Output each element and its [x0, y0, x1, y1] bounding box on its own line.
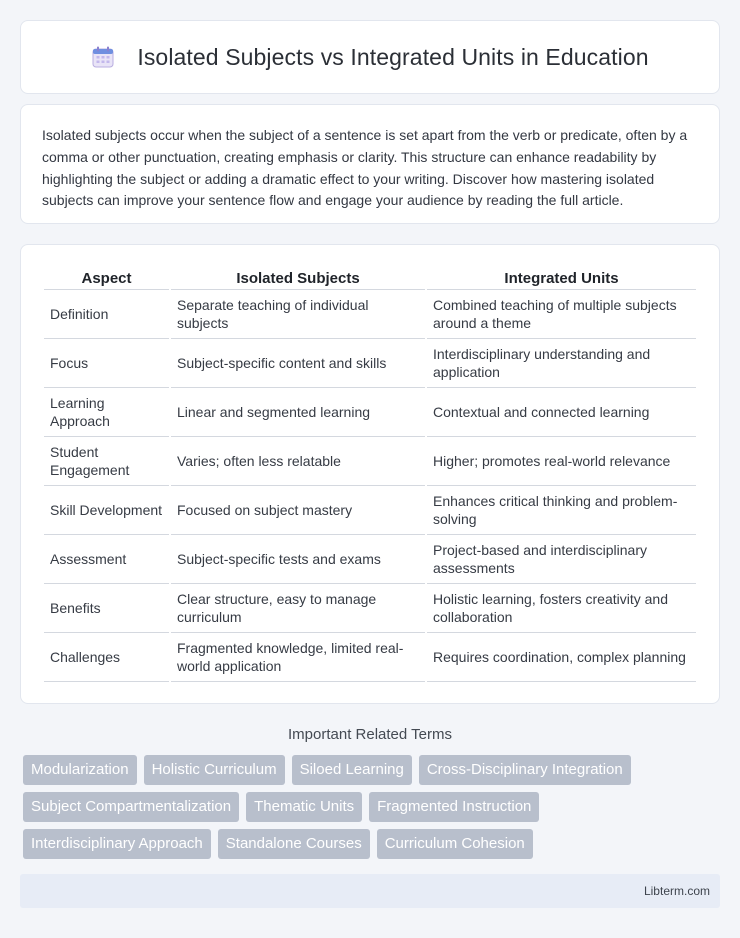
table-row — [44, 584, 696, 633]
row-aspect: Learning Approach — [44, 388, 169, 437]
row-aspect: Focus — [44, 339, 169, 388]
row-aspect: Assessment — [44, 535, 169, 584]
row-integrated: Holistic learning, fosters creativity and collaboration — [427, 584, 696, 633]
row-integrated: Project-based and interdisciplinary assessments — [427, 535, 696, 584]
related-term-tag[interactable]: Holistic Curriculum — [144, 755, 285, 785]
table-row — [44, 486, 696, 535]
row-isolated: Subject-specific content and skills — [171, 339, 425, 388]
related-term-tag[interactable]: Subject Compartmentalization — [23, 792, 239, 822]
table-row — [44, 388, 696, 437]
intro-paragraph: Isolated subjects occur when the subject of a sentence is set apart from the verb or predicate, often by a comma or other punctuation, creating emphasis or clarity. This structure can enhance readability by highlighting the subject or adding a dramatic effect to your writing. Discover how mastering isolated subjects can improve your sentence flow and engage your audience by reading the full article. — [42, 127, 688, 209]
row-isolated: Varies; often less relatable — [171, 437, 425, 486]
row-aspect: Benefits — [44, 584, 169, 633]
row-aspect: Skill Development — [44, 486, 169, 535]
title-card — [20, 20, 720, 94]
header-aspect: Aspect — [44, 265, 169, 290]
page-title: Isolated Subjects vs Integrated Units in Education — [137, 43, 649, 70]
row-isolated: Subject-specific tests and exams — [171, 535, 425, 584]
row-isolated: Linear and segmented learning — [171, 388, 425, 437]
row-integrated: Higher; promotes real-world relevance — [427, 437, 696, 486]
table-row — [44, 290, 696, 339]
footer-brand-link[interactable]: Libterm.com — [643, 884, 710, 898]
related-term-tag[interactable]: Fragmented Instruction — [369, 792, 539, 822]
table-row — [44, 339, 696, 388]
related-term-tag[interactable]: Siloed Learning — [292, 755, 412, 785]
row-aspect: Student Engagement — [44, 437, 169, 486]
row-aspect: Challenges — [44, 633, 169, 682]
row-aspect: Definition — [44, 290, 169, 339]
related-terms-heading: Important Related Terms — [288, 726, 452, 743]
table-header-row — [44, 265, 696, 290]
row-isolated: Separate teaching of individual subjects — [171, 290, 425, 339]
related-term-tag[interactable]: Interdisciplinary Approach — [23, 829, 211, 859]
comparison-card — [20, 244, 720, 704]
row-integrated: Interdisciplinary understanding and application — [427, 339, 696, 388]
related-term-tag[interactable]: Thematic Units — [246, 792, 362, 822]
row-integrated: Contextual and connected learning — [427, 388, 696, 437]
related-term-tag[interactable]: Curriculum Cohesion — [377, 829, 533, 859]
row-isolated: Focused on subject mastery — [171, 486, 425, 535]
row-integrated: Enhances critical thinking and problem-solving — [427, 486, 696, 535]
related-term-tag[interactable]: Standalone Courses — [218, 829, 370, 859]
calendar-icon — [91, 45, 115, 69]
related-term-tag[interactable]: Modularization — [23, 755, 137, 785]
table-row — [44, 437, 696, 486]
footer-bar — [20, 874, 720, 908]
row-integrated: Combined teaching of multiple subjects around a theme — [427, 290, 696, 339]
comparison-table — [42, 265, 698, 682]
header-integrated-units: Integrated Units — [427, 265, 696, 290]
table-row — [44, 633, 696, 682]
row-isolated: Clear structure, easy to manage curriculum — [171, 584, 425, 633]
related-term-tag[interactable]: Cross-Disciplinary Integration — [419, 755, 631, 785]
table-row — [44, 535, 696, 584]
intro-card — [20, 104, 720, 224]
row-isolated: Fragmented knowledge, limited real-world application — [171, 633, 425, 682]
header-isolated-subjects: Isolated Subjects — [171, 265, 425, 290]
row-integrated: Requires coordination, complex planning — [427, 633, 696, 682]
related-terms-list — [23, 755, 720, 866]
